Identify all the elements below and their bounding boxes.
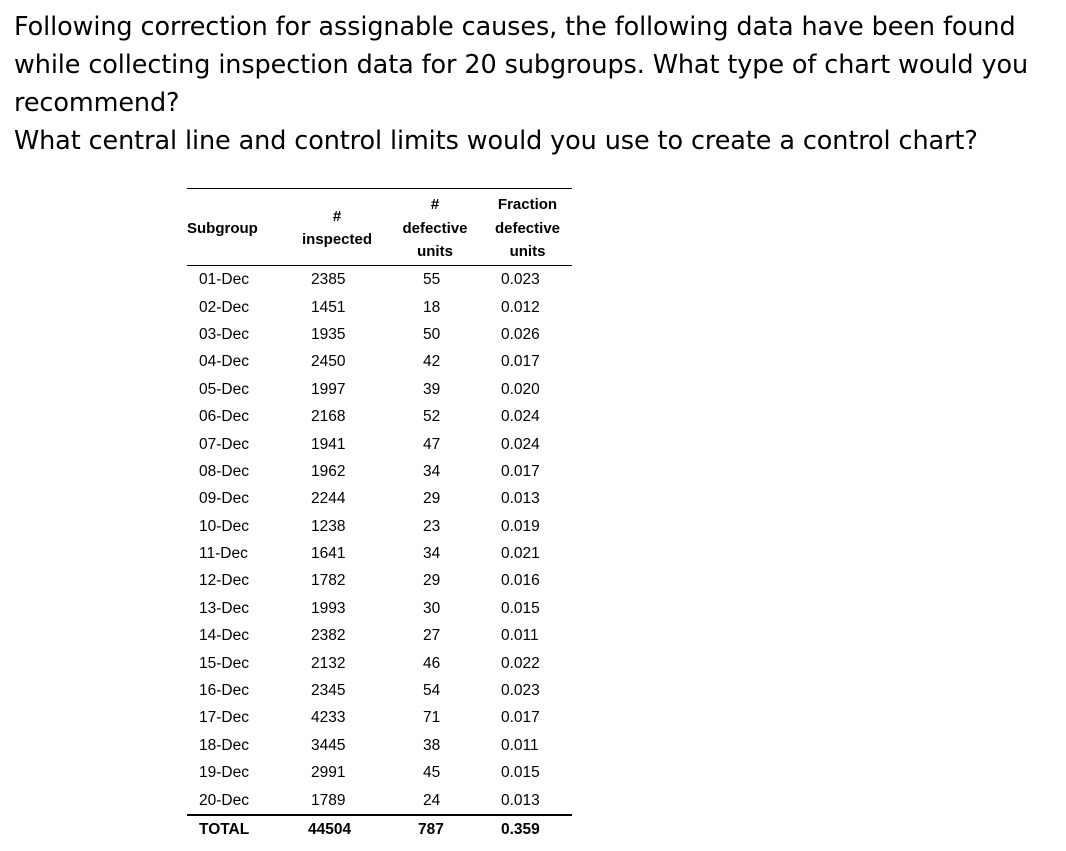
table-row	[187, 265, 572, 294]
cell-defective: 34	[423, 462, 441, 480]
cell-inspected: 1782	[311, 572, 346, 590]
cell-defective: 71	[423, 709, 441, 727]
cell-subgroup: 19-Dec	[199, 764, 249, 782]
table-row	[187, 732, 572, 759]
cell-subgroup: 05-Dec	[199, 380, 249, 398]
cell-inspected: 1451	[311, 298, 346, 316]
cell-inspected: 2450	[311, 353, 346, 371]
cell-subgroup: 20-Dec	[199, 791, 249, 809]
table-body	[187, 265, 572, 815]
cell-fraction: 0.023	[501, 271, 540, 289]
cell-fraction: 0.023	[501, 682, 540, 700]
inspection-data-table	[187, 188, 572, 844]
table-total-row	[187, 815, 572, 844]
table-row	[187, 403, 572, 430]
cell-defective: 23	[423, 517, 441, 535]
cell-defective: 30	[423, 599, 441, 617]
table-row	[187, 650, 572, 677]
cell-inspected: 1993	[311, 599, 346, 617]
cell-subgroup: 11-Dec	[199, 545, 248, 563]
cell-defective: 18	[423, 298, 441, 316]
table-row	[187, 623, 572, 650]
cell-defective: 34	[423, 545, 441, 563]
cell-fraction: 0.024	[501, 435, 540, 453]
cell-fraction: 0.019	[501, 517, 540, 535]
cell-subgroup: 14-Dec	[199, 627, 249, 645]
cell-defective: 27	[423, 627, 441, 645]
table-row	[187, 677, 572, 704]
cell-inspected: 4233	[311, 709, 346, 727]
table-row	[187, 349, 572, 376]
cell-fraction: 0.013	[501, 791, 540, 809]
cell-subgroup: 13-Dec	[199, 599, 249, 617]
question-line-2: What central line and control limits would you use to create a control chart?	[14, 126, 978, 156]
header-defective-units: # defective units	[387, 189, 483, 266]
cell-defective: 39	[423, 380, 441, 398]
cell-inspected: 2168	[311, 408, 346, 426]
cell-defective: 29	[423, 572, 441, 590]
cell-inspected: 1941	[311, 435, 346, 453]
table-row	[187, 568, 572, 595]
cell-inspected: 2244	[311, 490, 346, 508]
cell-defective: 29	[423, 490, 441, 508]
cell-inspected: 1238	[311, 517, 346, 535]
cell-subgroup: 04-Dec	[199, 353, 249, 371]
cell-defective: 24	[423, 791, 441, 809]
cell-subgroup: 16-Dec	[199, 682, 249, 700]
header-inspected: # inspected	[287, 189, 387, 266]
table-row	[187, 705, 572, 732]
cell-inspected: 2345	[311, 682, 346, 700]
total-inspected: 44504	[287, 815, 387, 844]
cell-fraction: 0.011	[501, 627, 539, 645]
cell-inspected: 2132	[311, 654, 346, 672]
cell-fraction: 0.012	[501, 298, 540, 316]
cell-defective: 47	[423, 435, 441, 453]
cell-defective: 45	[423, 764, 441, 782]
cell-inspected: 1962	[311, 462, 346, 480]
cell-subgroup: 12-Dec	[199, 572, 249, 590]
cell-inspected: 3445	[311, 736, 346, 754]
cell-defective: 54	[423, 682, 441, 700]
cell-inspected: 2385	[311, 271, 346, 289]
cell-defective: 55	[423, 271, 441, 289]
cell-subgroup: 07-Dec	[199, 435, 249, 453]
cell-fraction: 0.021	[501, 545, 540, 563]
cell-defective: 38	[423, 736, 441, 754]
table-header-row	[187, 189, 572, 266]
table-row	[187, 760, 572, 787]
cell-inspected: 2382	[311, 627, 346, 645]
cell-fraction: 0.015	[501, 599, 540, 617]
cell-subgroup: 01-Dec	[199, 271, 249, 289]
question-line-1: Following correction for assignable causes, the following data have been found while collecting inspection data for 20 subgroups. What type of chart would you recommend?	[14, 12, 1029, 118]
total-defective: 787	[387, 815, 483, 844]
header-fraction-defective: Fraction defective units	[483, 189, 572, 266]
table-row	[187, 376, 572, 403]
cell-inspected: 1997	[311, 380, 346, 398]
total-fraction: 0.359	[483, 815, 572, 844]
total-label: TOTAL	[187, 815, 287, 844]
table-row	[187, 294, 572, 321]
table-row	[187, 513, 572, 540]
table-row	[187, 458, 572, 485]
cell-fraction: 0.016	[501, 572, 540, 590]
table-row	[187, 321, 572, 348]
cell-subgroup: 17-Dec	[199, 709, 249, 727]
cell-subgroup: 18-Dec	[199, 736, 249, 754]
cell-inspected: 1789	[311, 791, 346, 809]
cell-fraction: 0.011	[501, 736, 539, 754]
cell-fraction: 0.013	[501, 490, 540, 508]
cell-inspected: 2991	[311, 764, 346, 782]
table-row	[187, 595, 572, 622]
cell-subgroup: 06-Dec	[199, 408, 249, 426]
cell-fraction: 0.026	[501, 325, 540, 343]
cell-inspected: 1641	[311, 545, 346, 563]
question-text	[14, 8, 1060, 160]
table-row	[187, 540, 572, 567]
cell-fraction: 0.017	[501, 462, 540, 480]
header-subgroup: Subgroup	[187, 189, 287, 266]
cell-subgroup: 09-Dec	[199, 490, 249, 508]
cell-subgroup: 08-Dec	[199, 462, 249, 480]
cell-inspected: 1935	[311, 325, 346, 343]
cell-defective: 42	[423, 353, 441, 371]
table-row	[187, 486, 572, 513]
cell-fraction: 0.022	[501, 654, 540, 672]
cell-subgroup: 02-Dec	[199, 298, 249, 316]
cell-fraction: 0.020	[501, 380, 540, 398]
cell-fraction: 0.015	[501, 764, 540, 782]
cell-defective: 52	[423, 408, 441, 426]
cell-fraction: 0.017	[501, 709, 540, 727]
cell-subgroup: 03-Dec	[199, 325, 249, 343]
cell-fraction: 0.024	[501, 408, 540, 426]
cell-subgroup: 15-Dec	[199, 654, 249, 672]
table-row	[187, 787, 572, 815]
table-row	[187, 431, 572, 458]
cell-fraction: 0.017	[501, 353, 540, 371]
cell-subgroup: 10-Dec	[199, 517, 249, 535]
cell-defective: 50	[423, 325, 441, 343]
cell-defective: 46	[423, 654, 441, 672]
